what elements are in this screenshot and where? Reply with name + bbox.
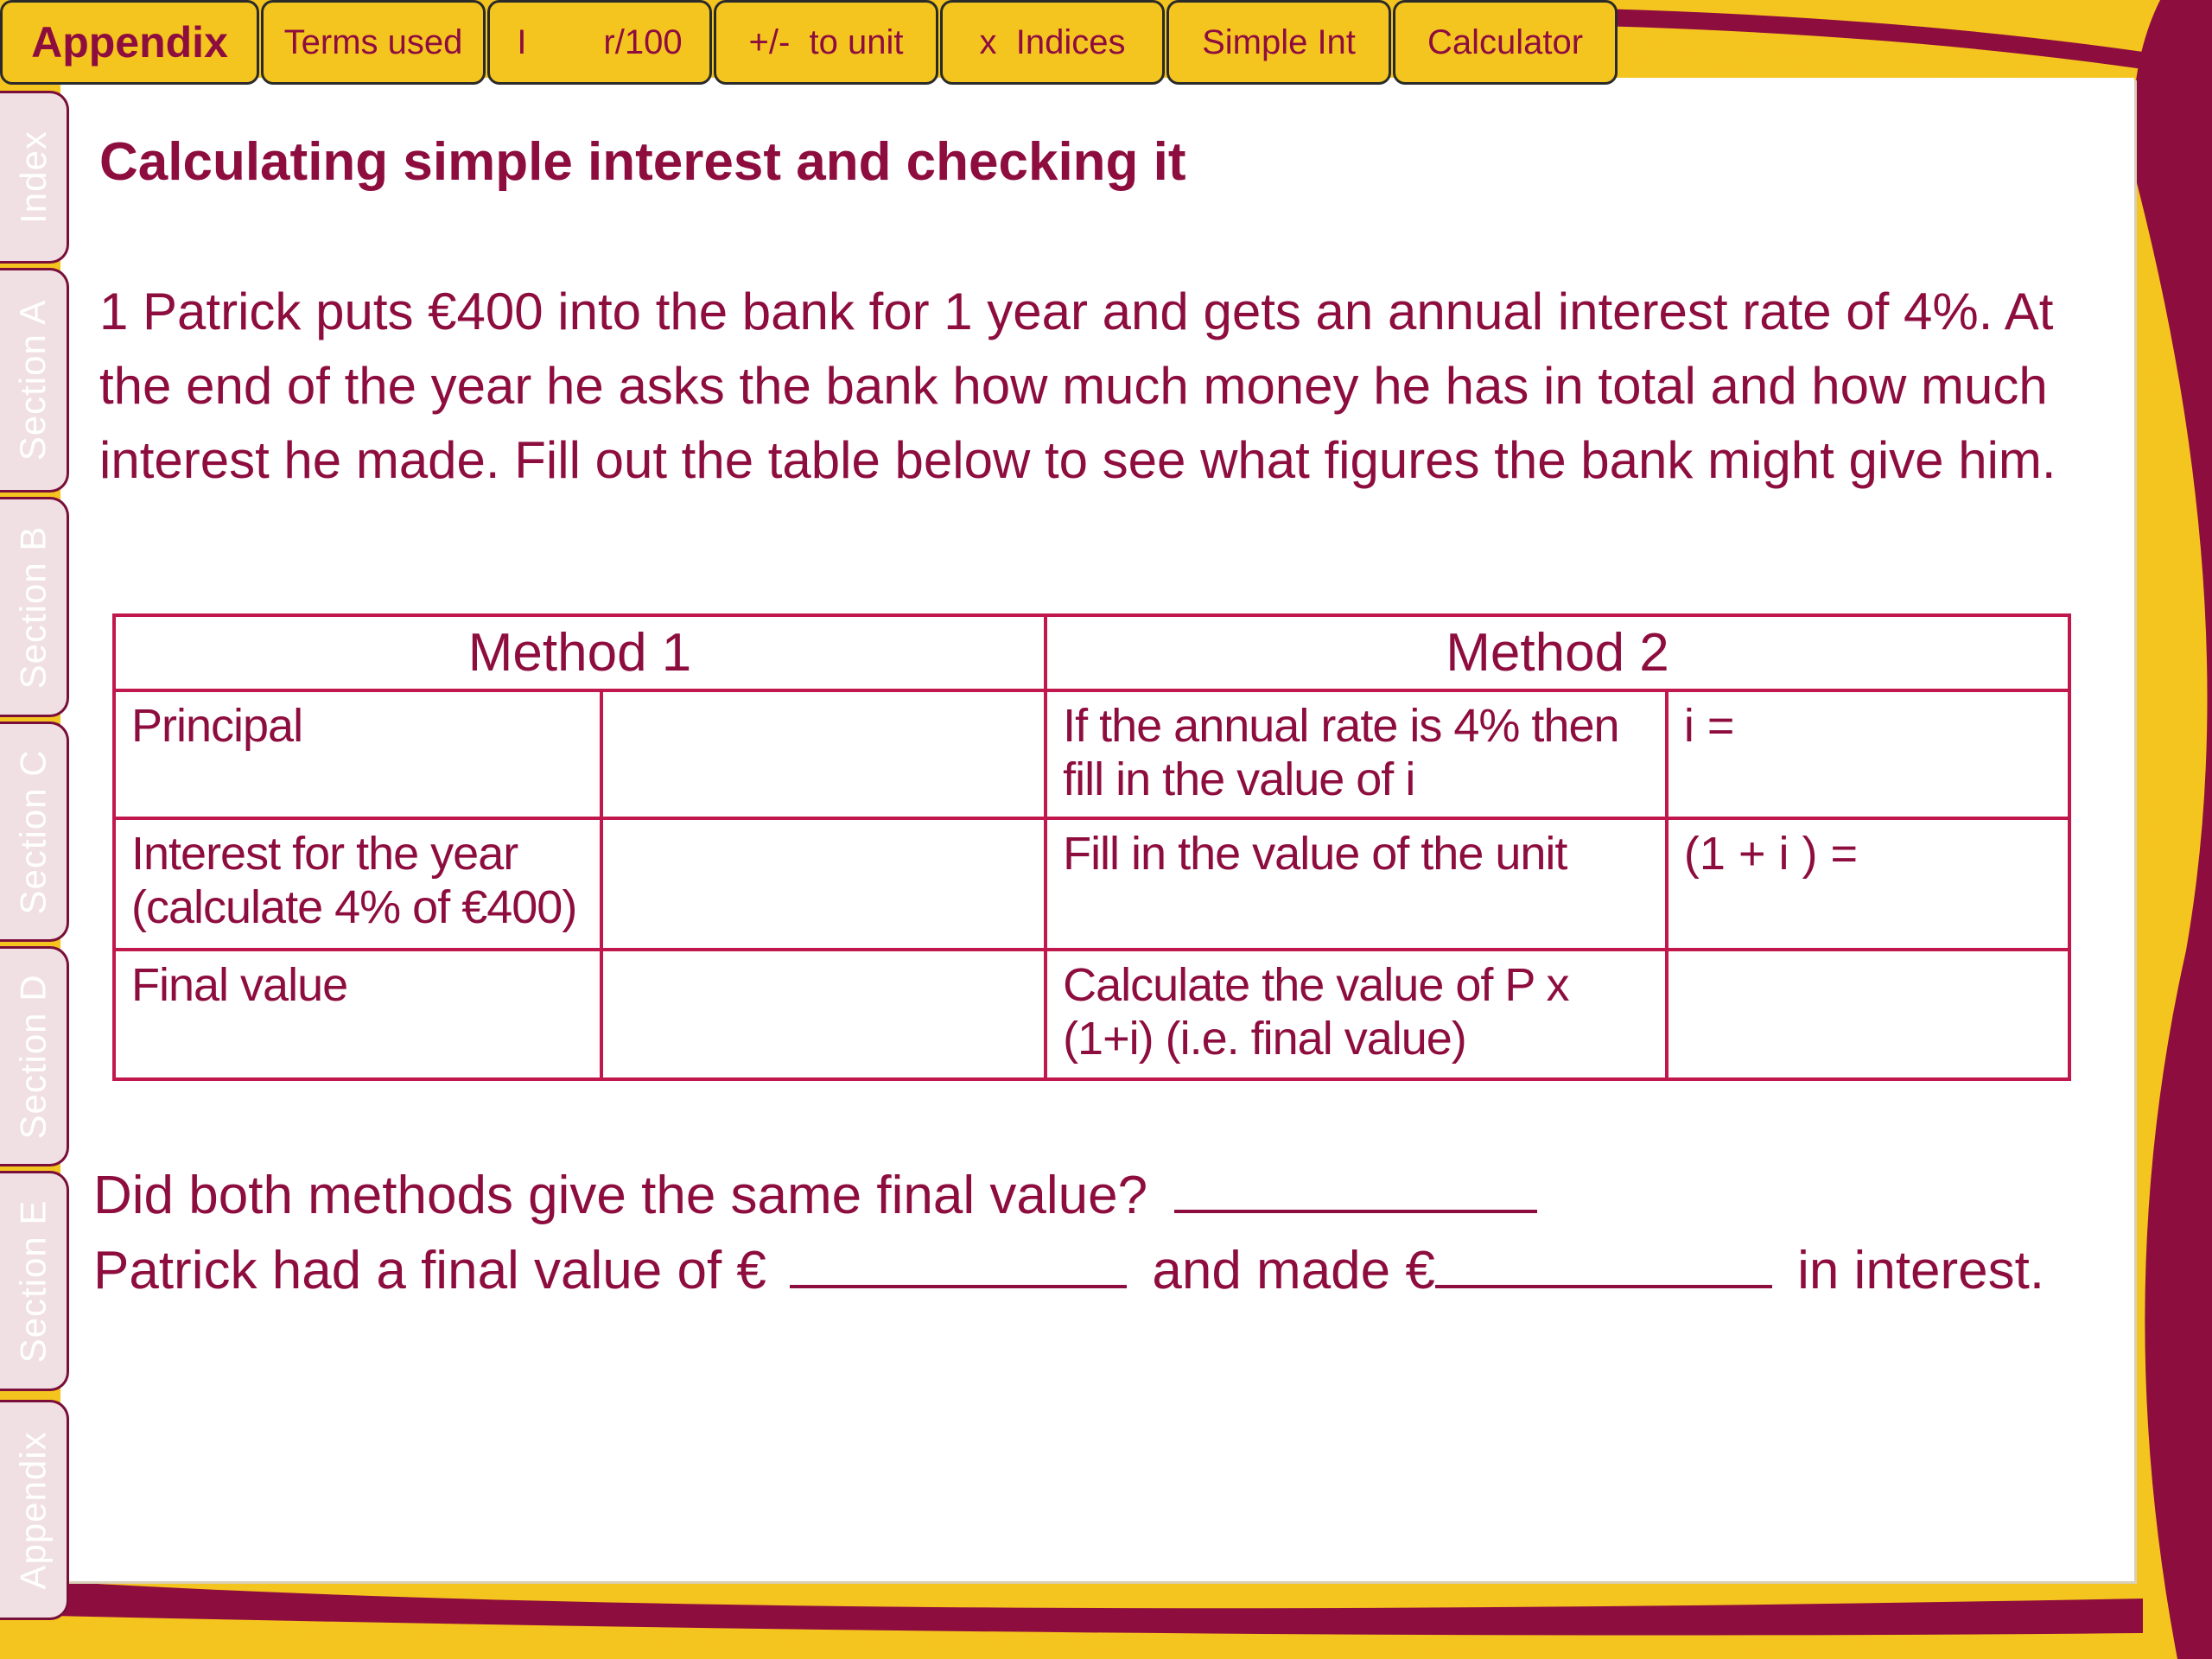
methods-table xyxy=(112,613,2071,1081)
table-row xyxy=(114,818,2069,950)
interest-text: and made € xyxy=(1152,1241,1435,1300)
same-value-question: Did both methods give the same final value? xyxy=(93,1166,1148,1225)
side-tab-label: Section B xyxy=(12,525,54,689)
tab-terms-used[interactable]: Terms used xyxy=(261,0,486,85)
m2-label-cell: Fill in the value of the unit xyxy=(1046,818,1667,950)
m1-answer-cell[interactable] xyxy=(601,950,1046,1079)
side-tab-index[interactable] xyxy=(0,91,69,264)
tab-i-r100[interactable]: I r/100 xyxy=(487,0,712,85)
side-tab-section-a[interactable] xyxy=(0,268,69,493)
footer-questions xyxy=(93,1158,2044,1308)
m2-answer-cell[interactable]: (1 + i ) = xyxy=(1667,818,2069,950)
same-value-answer-blank[interactable] xyxy=(1174,1158,1537,1213)
side-tab-section-e[interactable] xyxy=(0,1171,69,1391)
table-row xyxy=(114,950,2069,1079)
m2-label-cell: Calculate the value of P x (1+i) (i.e. final value) xyxy=(1046,950,1667,1079)
side-tab-section-c[interactable] xyxy=(0,721,69,942)
side-tab-label: Section A xyxy=(12,299,54,461)
table-row xyxy=(114,690,2069,818)
side-tab-section-d[interactable] xyxy=(0,946,69,1166)
m1-answer-cell[interactable] xyxy=(601,818,1046,950)
side-tab-label: Section D xyxy=(12,973,54,1140)
side-tab-appendix[interactable] xyxy=(0,1400,69,1620)
m1-answer-cell[interactable] xyxy=(601,690,1046,818)
m1-label-cell: Interest for the year (calculate 4% of €400) xyxy=(114,818,601,950)
page-title: Calculating simple interest and checking it xyxy=(99,132,1186,192)
side-tab-label: Section E xyxy=(12,1199,54,1363)
tab-calculator[interactable]: Calculator xyxy=(1393,0,1618,85)
footer-line-1 xyxy=(93,1158,2044,1233)
tab-plus-minus-to-unit[interactable]: +/- to unit xyxy=(714,0,938,85)
final-value-blank[interactable] xyxy=(790,1233,1127,1288)
side-tab-label: Index xyxy=(12,130,54,224)
m1-label-cell: Final value xyxy=(114,950,601,1079)
side-tab-label: Appendix xyxy=(12,1430,54,1590)
interest-suffix: in interest. xyxy=(1797,1241,2045,1300)
method2-header: Method 2 xyxy=(1046,615,2069,690)
method1-header: Method 1 xyxy=(114,615,1046,690)
m2-answer-cell[interactable]: i = xyxy=(1667,690,2069,818)
question-text: 1 Patrick puts €400 into the bank for 1 year and gets an annual interest rate of 4%. At the end of the year he asks the bank how much money he has in total and how much interest he made. Fill out the table below to see what figures the bank might give him. xyxy=(99,283,2056,489)
tab-appendix[interactable]: Appendix xyxy=(0,0,259,85)
table-header-row xyxy=(114,615,2069,690)
m2-answer-cell[interactable] xyxy=(1667,950,2069,1079)
m1-label-cell: Principal xyxy=(114,690,601,818)
footer-line-2 xyxy=(93,1233,2044,1308)
side-tab-label: Section C xyxy=(12,748,54,915)
interest-blank[interactable] xyxy=(1435,1233,1772,1288)
final-value-text: Patrick had a final value of € xyxy=(93,1241,766,1300)
m2-label-cell: If the annual rate is 4% then fill in the value of i xyxy=(1046,690,1667,818)
side-tab-section-b[interactable] xyxy=(0,497,69,717)
tab-simple-int[interactable]: Simple Int xyxy=(1166,0,1391,85)
top-tab-bar xyxy=(0,0,1619,88)
tab-indices[interactable]: x Indices xyxy=(940,0,1165,85)
